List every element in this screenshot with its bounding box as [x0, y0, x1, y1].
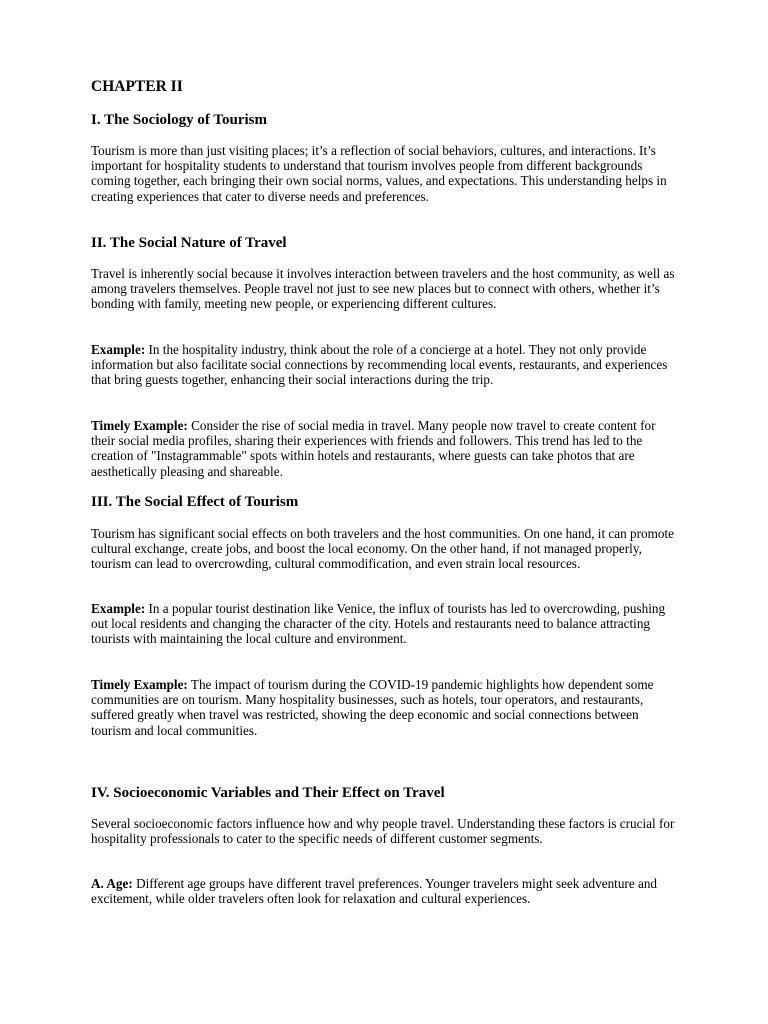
paragraph-text: Travel is inherently social because it involves interaction between travelers and the host community, as well as among travelers themselves. People travel not just to see new places but to connect with others, whether it’s bonding with family, meeting new people, or experiencing different cultures. — [91, 266, 675, 312]
paragraph-label: Timely Example: — [91, 677, 188, 692]
paragraph-sociology-intro — [91, 143, 681, 204]
paragraph-text: Different age groups have different travel preferences. Younger travelers might seek adventure and excitement, while older travelers often look for relaxation and cultural experiences. — [91, 876, 658, 907]
paragraph-text: In a popular tourist destination like Venice, the influx of tourists has led to overcrowding, pushing out local residents and changing the character of the city. Hotels and restaurants need to balance attracting tourists with maintaining the local culture and environment. — [91, 601, 666, 647]
paragraph-label: A. Age: — [91, 876, 133, 891]
paragraph-socioeconomic-intro — [91, 816, 681, 846]
paragraph-age-factor — [91, 876, 681, 906]
paragraph-venice-example — [91, 601, 681, 647]
paragraph-text: The impact of tourism during the COVID-19 pandemic highlights how dependent some communities are on tourism. Many hospitality businesses, such as hotels, tour operators, and restaurants, suffered greatly when travel was restricted, showing the deep economic and social connections between tourism and local communities. — [91, 677, 654, 738]
paragraph-text: Consider the rise of social media in travel. Many people now travel to create content for their social media profiles, sharing their experiences with friends and followers. This trend has led to the creation of "Instagrammable" spots within hotels and restaurants, where guests can take photos that are aesthetically pleasing and shareable. — [91, 418, 656, 479]
paragraph-social-effect-intro — [91, 526, 681, 572]
section-heading-socioeconomic-variables: IV. Socioeconomic Variables and Their Effect on Travel — [91, 785, 445, 801]
paragraph-social-nature-intro — [91, 266, 681, 312]
chapter-title: CHAPTER II — [91, 78, 183, 95]
paragraph-text: Tourism is more than just visiting places; it’s a reflection of social behaviors, cultures, and interactions. It’s important for hospitality students to understand that tourism involves people from different backgrounds coming together, each bringing their own social norms, values, and expectations. This understanding helps in creating experiences that cater to diverse needs and preferences. — [91, 143, 667, 204]
paragraph-label: Example: — [91, 342, 146, 357]
paragraph-text: In the hospitality industry, think about the role of a concierge at a hotel. They not only provide information but also facilitate social connections by recommending local events, restaurants, and experiences that bring guests together, enhancing their social interactions during the trip. — [91, 342, 668, 388]
paragraph-social-media-example — [91, 418, 681, 479]
section-heading-social-nature-of-travel: II. The Social Nature of Travel — [91, 235, 287, 251]
paragraph-text: Several socioeconomic factors influence how and why people travel. Understanding these factors is crucial for hospitality professionals to cater to the specific needs of different customer segments. — [91, 816, 675, 847]
section-heading-social-effect-of-tourism: III. The Social Effect of Tourism — [91, 494, 299, 510]
section-heading-sociology-of-tourism: I. The Sociology of Tourism — [91, 112, 268, 128]
paragraph-text: Tourism has significant social effects on both travelers and the host communities. On one hand, it can promote cultural exchange, create jobs, and boost the local economy. On the other hand, if not managed properly, tourism can lead to overcrowding, cultural commodification, and even strain local resources. — [91, 526, 674, 572]
paragraph-concierge-example — [91, 342, 681, 388]
paragraph-covid-example — [91, 677, 681, 738]
paragraph-label: Timely Example: — [91, 418, 188, 433]
paragraph-label: Example: — [91, 601, 146, 616]
